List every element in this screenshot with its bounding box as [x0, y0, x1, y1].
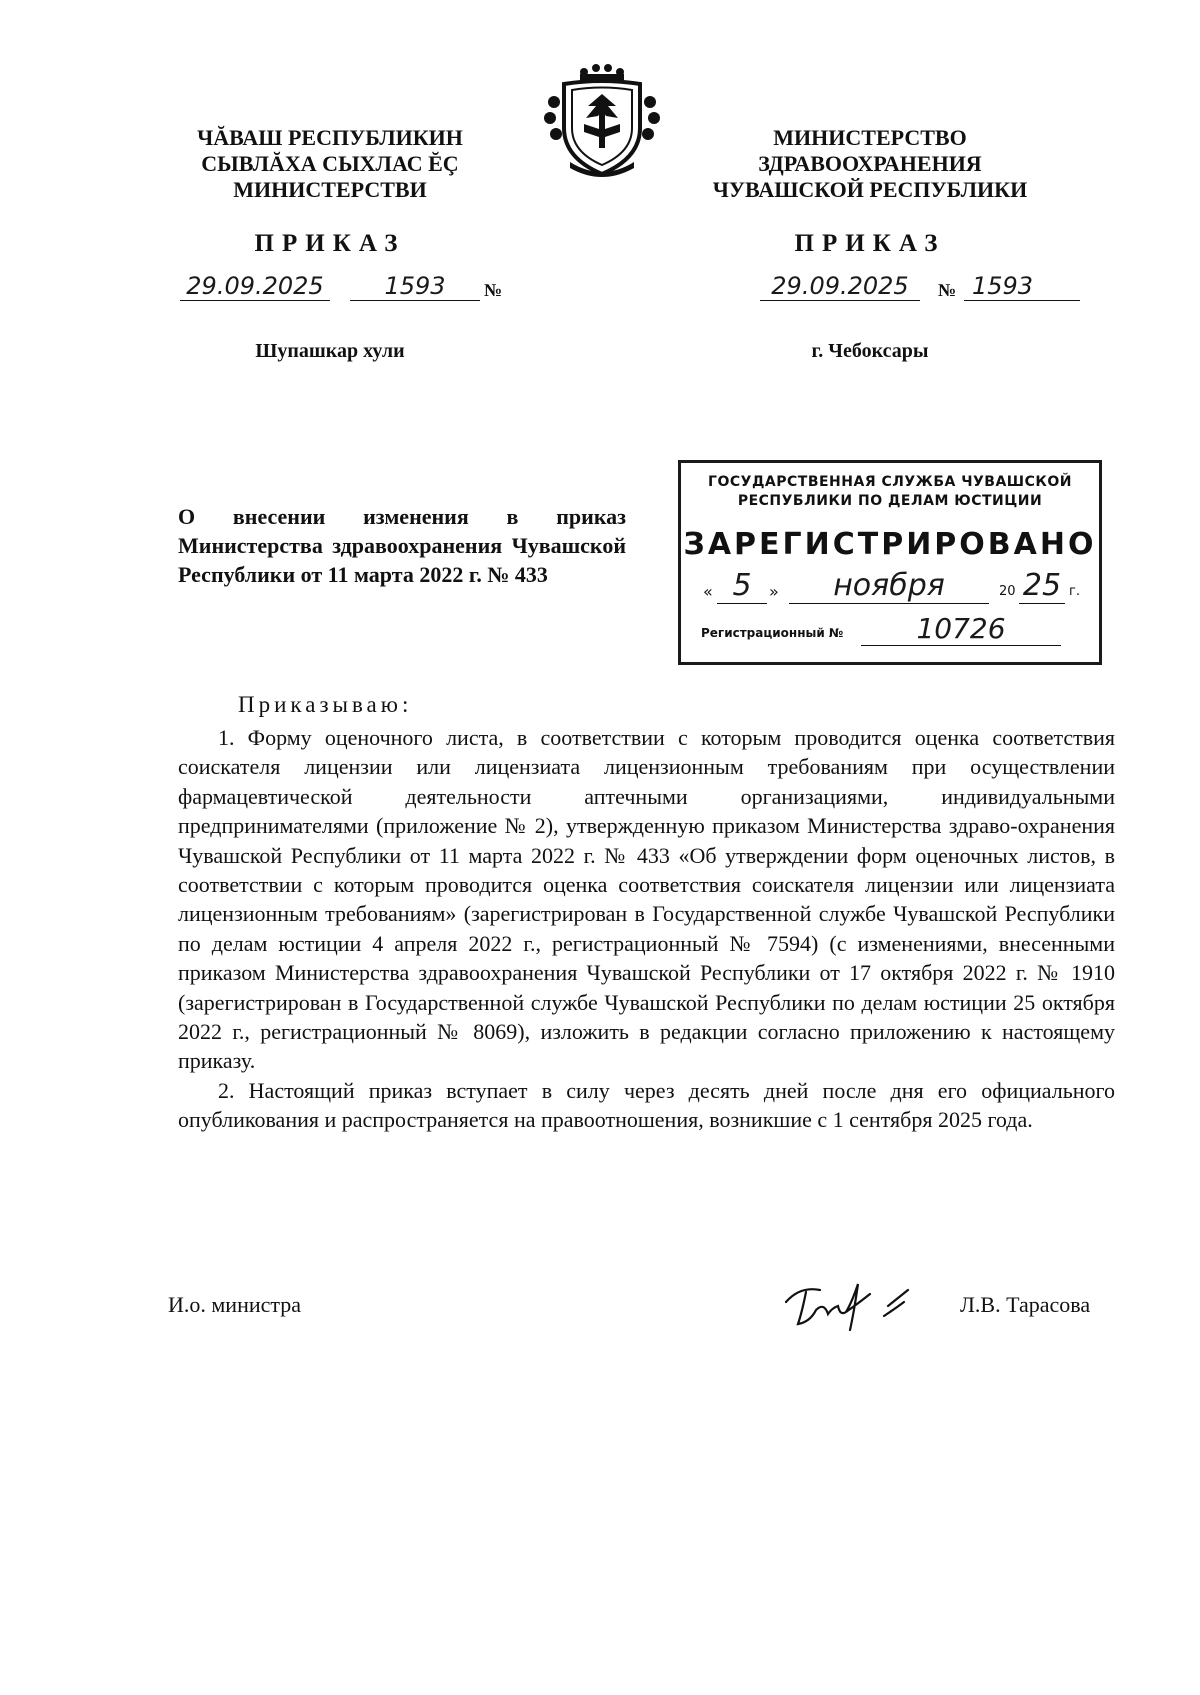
stamp-reg-number: 10726	[861, 612, 1061, 646]
stamp-date-row	[681, 568, 1099, 608]
stamp-quote-close: »	[769, 582, 779, 601]
header-right-doc-type: ПРИКАЗ	[794, 230, 946, 257]
header-right-line: МИНИСТЕРСТВО	[773, 125, 967, 150]
stamp-reg-label: Регистрационный №	[701, 626, 844, 640]
stamp-status: ЗАРЕГИСТРИРОВАНО	[683, 527, 1097, 562]
header-right-date: 29.09.2025	[760, 272, 920, 301]
order-word: Приказываю:	[238, 692, 413, 717]
handwritten-signature	[780, 1272, 930, 1332]
signatory-name: Л.В. Тарасова	[960, 1292, 1091, 1317]
header-left-number-sign: №	[484, 280, 503, 300]
stamp-year-suffix: 25	[1019, 568, 1065, 604]
document-body	[178, 723, 1115, 1135]
header-right-line: ЧУВАШСКОЙ РЕСПУБЛИКИ	[712, 177, 1028, 202]
stamp-quote-open: «	[703, 582, 713, 601]
header-left-line: СЫВЛĂХА СЫХЛАС ĔÇ	[201, 151, 459, 176]
body-paragraph: 1. Форму оценочного листа, в соответствии с которым проводится оценка соответствия соискателя лицензии или лицензиата лицензионным требованиям при осуществлении фармацевтической деятельности аптечными организациями, индивидуальными предпринимателями (приложение № 2), утвержденную приказом Министерства здраво-охранения Чувашской Республики от 11 марта 2022 г. № 433 «Об утверждении форм оценочных листов, в соответствии с которым проводится оценка соответствия соискателя лицензии или лицензиата лицензионным требованиям» (зарегистрирован в Государственной службе Чувашской Республики по делам юстиции 4 апреля 2022 г., регистрационный № 7594) (с изменениями, внесенными приказом Министерства здравоохранения Чувашской Республики от 17 октября 2022 г. № 1910 (зарегистрирован в Государственной службе Чувашской Республики по делам юстиции 25 октября 2022 г., регистрационный № 8069), изложить в редакции согласно приложению к настоящему приказу.	[178, 725, 1115, 1074]
header-right-number: 1593	[964, 272, 1080, 301]
header-left-number: 1593	[350, 272, 480, 301]
stamp-agency-line: РЕСПУБЛИКИ ПО ДЕЛАМ ЮСТИЦИИ	[737, 493, 1043, 509]
stamp-agency-line: ГОСУДАРСТВЕННАЯ СЛУЖБА ЧУВАШСКОЙ	[708, 474, 1072, 490]
stamp-month: ноября	[789, 568, 989, 604]
stamp-year-abbr: г.	[1069, 584, 1080, 599]
registration-stamp	[678, 460, 1102, 665]
stamp-day: 5	[717, 568, 767, 604]
header-left-line: ЧĂВАШ РЕСПУБЛИКИН	[197, 125, 463, 150]
header-left-doc-type: ПРИКАЗ	[254, 230, 406, 257]
header-right-line: ЗДРАВООХРАНЕНИЯ	[758, 151, 982, 176]
stamp-year-prefix: 20	[999, 584, 1016, 599]
body-paragraph: 2. Настоящий приказ вступает в силу через десять дней после дня его официального опубликования и распространяется на правоотношения, возникшие с 1 сентября 2025 года.	[178, 1077, 1115, 1133]
chuvash-coat-of-arms-icon	[540, 58, 664, 182]
header-left-date: 29.09.2025	[180, 272, 330, 301]
header-left-ministry	[160, 125, 500, 203]
header-right-date-row	[760, 272, 1100, 306]
stamp-reg-row	[681, 612, 1099, 648]
header-right-city: г. Чебоксары	[811, 340, 929, 362]
header-left-line: МИНИСТЕРСТВИ	[233, 177, 427, 202]
document-title: О внесении изменения в приказ Министерства здравоохранения Чувашской Республики от 11 марта 2022 г. № 433	[178, 504, 626, 587]
header-right-number-sign: №	[938, 280, 957, 300]
signatory-position: И.о. министра	[168, 1292, 302, 1317]
header-left-city: Шупашкар хули	[255, 340, 405, 362]
header-left-date-row	[180, 272, 520, 306]
header-right-ministry	[700, 125, 1040, 203]
coat-of-arms-emblem	[540, 58, 664, 182]
